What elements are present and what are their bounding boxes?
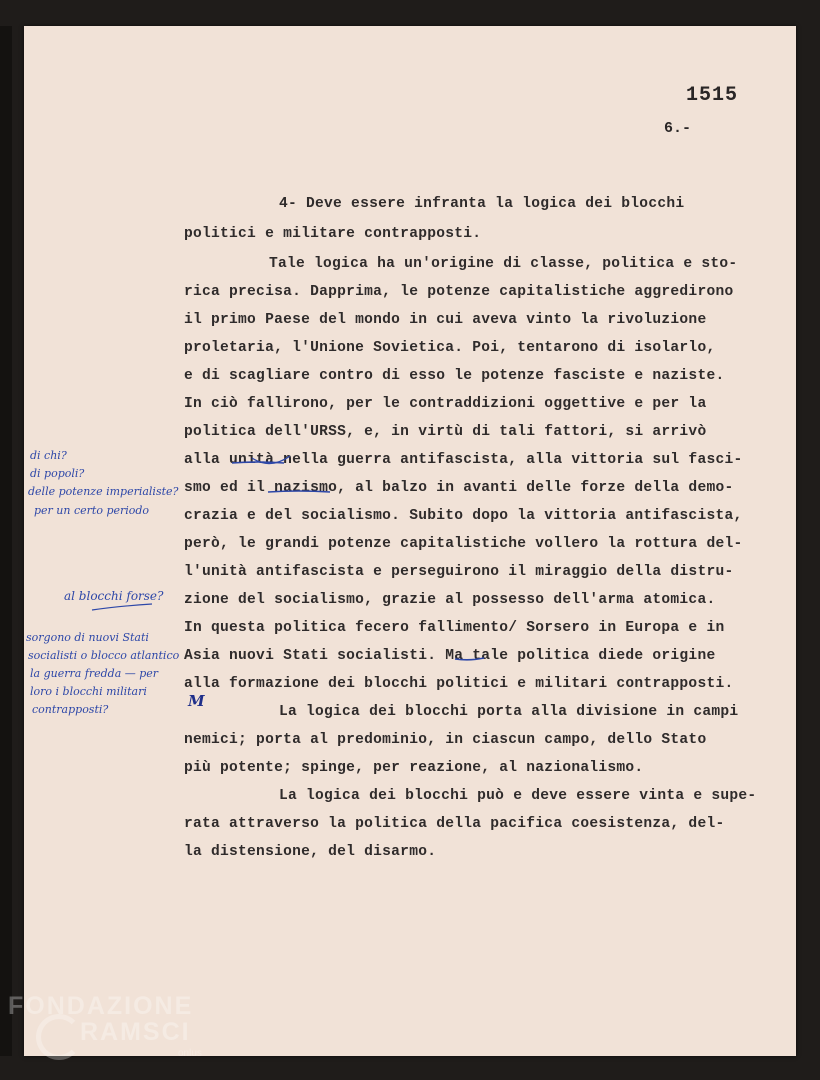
margin-mark: M: [188, 692, 205, 710]
text-line: rica precisa. Dapprima, le potenze capitalistiche aggredirono: [184, 284, 734, 300]
text-line: crazia e del socialismo. Subito dopo la vittoria antifascista,: [184, 508, 743, 524]
watermark-line2: RAMSCI: [80, 1018, 191, 1046]
text-line: l'unità antifascista e perseguirono il miraggio della distru-: [184, 564, 734, 580]
note-line: sorgono di nuovi Stati: [26, 631, 149, 644]
note-line: loro i blocchi militari: [30, 685, 147, 698]
g-logo-icon: [36, 1014, 82, 1060]
text-line: alla formazione dei blocchi politici e militari contrapposti.: [184, 676, 734, 692]
text-line: proletaria, l'Unione Sovietica. Poi, tentarono di isolarlo,: [184, 340, 716, 356]
text-line: Asia nuovi Stati socialisti. Ma tale politica diede origine: [184, 648, 716, 664]
text-line: Tale logica ha un'origine di classe, politica e sto-: [269, 256, 738, 272]
section-number: 6.-: [664, 120, 692, 137]
text-line: rata attraverso la politica della pacifica coesistenza, del-: [184, 816, 725, 832]
text-line: politica dell'URSS, e, in virtù di tali fattori, si arrivò: [184, 424, 707, 440]
text-line: 4- Deve essere infranta la logica dei blocchi: [279, 196, 685, 212]
note-line: di popoli?: [30, 467, 85, 480]
watermark-sub: onlus: [178, 1048, 202, 1059]
text-line: zione del socialismo, grazie al possesso dell'arma atomica.: [184, 592, 716, 608]
fondazione-gramsci-watermark: [8, 992, 208, 1062]
text-line: La logica dei blocchi può e deve essere vinta e supe-: [279, 788, 757, 804]
watermark-line1: FONDAZIONE: [8, 992, 194, 1020]
note-line: contrapposti?: [32, 703, 109, 716]
text-line: smo ed il nazismo, al balzo in avanti delle forze della demo-: [184, 480, 734, 496]
note-line: la guerra fredda — per: [30, 667, 159, 680]
text-line: però, le grandi potenze capitalistiche vollero la rottura del-: [184, 536, 743, 552]
handwritten-note-b: al blocchi forse?: [64, 589, 164, 603]
text-line: In ciò fallirono, per le contraddizioni oggettive e per la: [184, 396, 707, 412]
note-line: delle potenze imperialiste?: [28, 485, 179, 498]
text-line: nemici; porta al predominio, in ciascun campo, dello Stato: [184, 732, 707, 748]
note-line: per un certo periodo: [34, 504, 150, 517]
text-line: La logica dei blocchi porta alla divisione in campi: [279, 704, 739, 720]
text-line: politici e militare contrapposti.: [184, 226, 482, 242]
text-line: il primo Paese del mondo in cui aveva vinto la rivoluzione: [184, 312, 707, 328]
text-line: alla unità nella guerra antifascista, alla vittoria sul fasci-: [184, 452, 743, 468]
text-line: In questa politica fecero fallimento/ Sorsero in Europa e in: [184, 620, 725, 636]
note-line: socialisti o blocco atlantico: [28, 649, 180, 662]
binding-edge: [0, 26, 12, 1056]
note-line: di chi?: [30, 449, 67, 462]
text-line: e di scagliare contro di esso le potenze fasciste e naziste.: [184, 368, 725, 384]
text-line: la distensione, del disarmo.: [184, 844, 437, 860]
page-number: 1515: [686, 84, 739, 107]
text-line: più potente; spinge, per reazione, al nazionalismo.: [184, 760, 644, 776]
